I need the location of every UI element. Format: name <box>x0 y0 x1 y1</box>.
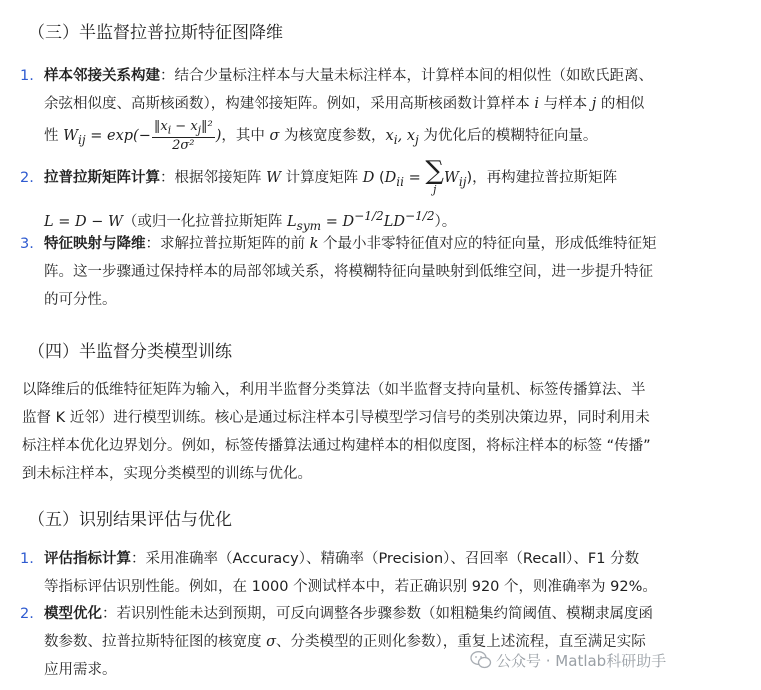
item-title: 特征映射与降维 <box>44 236 146 252</box>
list-item: 2. 拉普拉斯矩阵计算：根据邻接矩阵 W 计算度矩阵 D ($D_{ii}$ = ∑ j $W_{ij}$)，再构建拉普拉斯矩阵 L = D − W（或归一化拉普拉斯矩阵 $L_{sym} = D^{-1/2}LD^{-1/2}$）。 <box>20 156 618 233</box>
item-text: ：若识别性能未达到预期，可反向调整各步骤参数（如粗糙集约简阈值、模糊隶属度函 <box>102 606 653 622</box>
math-lsym: $L_{sym} = D^{-1/2}LD^{-1/2}$ <box>287 208 435 233</box>
item-text: 为核宽度参数， <box>279 128 386 144</box>
list-item <box>20 230 732 314</box>
item-text: ：根据邻接矩阵 <box>160 170 267 186</box>
section-3-heading: （三）半监督拉普拉斯特征图降维 <box>28 23 283 43</box>
math-j: j <box>591 96 597 112</box>
wechat-icon <box>470 650 492 670</box>
item-text: 余弦相似度、高斯核函数），构建邻接矩阵。例如，采用高斯核函数计算样本 <box>44 96 535 112</box>
item-text: 计算度矩阵 <box>281 170 363 186</box>
item-title: 评估指标计算 <box>44 551 131 567</box>
item-text: 个最小非零特征值对应的特征向量，形成低维特征矩 <box>318 236 657 252</box>
item-text: ：采用准确率（Accuracy）、精确率（Precision）、召回率（Recall）、F1 分数 <box>131 551 640 567</box>
math-sigma: σ <box>266 634 277 650</box>
math-dii: $D_{ii}$ = <box>384 170 426 189</box>
watermark: 公众号 · Matlab科研助手 <box>496 652 667 670</box>
list-number: 1. <box>20 68 34 84</box>
math-laplacian: L = D − W <box>44 213 123 230</box>
item-text: 、分类模型的正则化参数），重复上述流程，直至满足实际 <box>276 634 646 650</box>
item-text: 为优化后的模糊特征向量。 <box>418 128 598 144</box>
item-text: 阵。这一步骤通过保持样本的局部邻域关系，将模糊特征向量映射到低维空间，进一步提升特征 <box>44 264 653 280</box>
sum-symbol: ∑ j <box>425 156 444 196</box>
item-text: ）。 <box>434 213 457 230</box>
list-number: 1. <box>20 551 34 567</box>
item-text: 等指标评估识别性能。例如，在 1000 个测试样本中，若正确识别 920 个，则准确率为 92%。 <box>44 579 657 595</box>
list-number: 2. <box>20 606 34 622</box>
section-4-heading: （四）半监督分类模型训练 <box>28 342 232 362</box>
item-text: ：结合少量标注样本与大量未标注样本，计算样本间的相似性（如欧氏距离、 <box>160 68 653 84</box>
item-text: （或归一化拉普拉斯矩阵 <box>122 213 288 230</box>
item-text: ，其中 <box>221 128 270 144</box>
list-item <box>20 545 732 601</box>
math-wij: $W_{ij}$ <box>63 128 86 147</box>
math-k: k <box>309 236 319 252</box>
paragraph-line: 标注样本优化边界划分。例如，标签传播算法通过构建样本的相似度图，将标注样本的标签 “传播” <box>22 438 651 454</box>
list-number: 2. <box>20 170 34 186</box>
item-title: 拉普拉斯矩阵计算 <box>44 170 160 186</box>
math-D: D <box>362 170 375 186</box>
section-4-paragraph <box>22 376 734 488</box>
item-title: 样本邻接关系构建 <box>44 68 160 84</box>
item-text: 的相似 <box>596 96 645 112</box>
item-text: 与样本 <box>539 96 592 112</box>
item-text: 应用需求。 <box>44 662 117 678</box>
paragraph-line: 以降维后的低维特征矩阵为输入，利用半监督分类算法（如半监督支持向量机、标签传播算法、半 <box>22 382 646 398</box>
item-text: 数参数、拉普拉斯特征图的核宽度 <box>44 634 267 650</box>
math-exp: = exp(− <box>85 128 151 144</box>
item-text: ，再构建拉普拉斯矩阵 <box>472 170 618 186</box>
math-gaussian-fraction: $\frac{‖x_i - x_j‖^2}{\text{2σ²}}$ <box>153 118 213 154</box>
item-text: 性 <box>44 128 64 144</box>
math-sigma: σ <box>269 128 280 144</box>
item-title: 模型优化 <box>44 606 102 622</box>
item-text: 的可分性。 <box>44 292 117 308</box>
math-i: i <box>534 96 539 112</box>
list-item <box>20 600 732 684</box>
list-number: 3. <box>20 236 34 252</box>
paragraph-line: 到未标注样本，实现分类模型的训练与优化。 <box>22 466 312 482</box>
math-W: W <box>266 170 282 186</box>
section-5-heading: （五）识别结果评估与优化 <box>28 510 232 530</box>
paragraph-line: 监督 K 近邻）进行模型训练。核心是通过标注样本引导模型学习信号的类别决策边界，同时利用未 <box>22 410 650 426</box>
math-xixj: $x_i$, $x_j$ <box>385 128 419 147</box>
item-text: ：求解拉普拉斯矩阵的前 <box>145 236 310 252</box>
list-item: 1. 样本邻接关系构建：结合少量标注样本与大量未标注样本，计算样本间的相似性（如欧氏距离、 余弦相似度、高斯核函数），构建邻接矩阵。例如，采用高斯核函数计算样本 i 与样本 j 的相似 性 $W_{ij} = \exp(-$ $\frac{‖x_i - x_j‖^2}{\text{2σ²}}$ )，其中 σ 为核宽度参数，$x_i$, $x_j$ 为优化后的模糊特征向量。 <box>20 62 732 158</box>
